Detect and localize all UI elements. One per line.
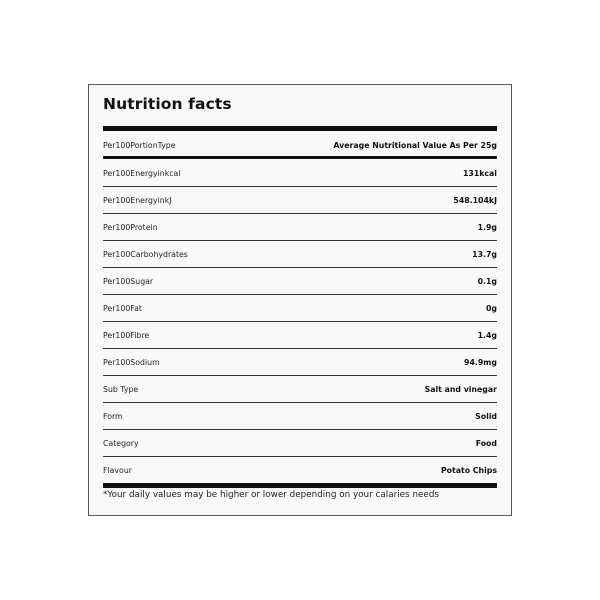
bottom-thick-rule bbox=[103, 483, 497, 488]
table-row-sodium bbox=[103, 349, 497, 376]
row-label: Category bbox=[103, 438, 139, 448]
row-value: Solid bbox=[475, 411, 497, 421]
row-value: 548.104kJ bbox=[453, 195, 497, 205]
table-row-energy-kcal bbox=[103, 160, 497, 187]
row-label: Flavour bbox=[103, 466, 132, 475]
row-label: Per100EnergyinkJ bbox=[103, 195, 172, 205]
row-label: Per100Fat bbox=[103, 303, 142, 313]
row-value: 0g bbox=[485, 303, 497, 313]
table-row-category bbox=[103, 430, 497, 457]
row-label: Per100Energyinkcal bbox=[103, 168, 181, 178]
row-value: 1.9g bbox=[477, 222, 497, 232]
row-label: Per100Sodium bbox=[103, 357, 160, 367]
table-row-form bbox=[103, 403, 497, 430]
row-label: Per100Fibre bbox=[103, 330, 150, 340]
row-value: 13.7g bbox=[472, 249, 497, 259]
daily-values-footnote: *Your daily values may be higher or lower depending on your calaries needs bbox=[103, 490, 440, 500]
row-value: Average Nutritional Value As Per 25g bbox=[333, 141, 497, 150]
row-label: Per100PortionType bbox=[103, 141, 176, 150]
row-value: 1.4g bbox=[477, 330, 497, 340]
table-row-sugar bbox=[103, 268, 497, 295]
table-row-carbohydrates bbox=[103, 241, 497, 268]
row-value: Potato Chips bbox=[440, 466, 497, 475]
row-label: Per100Protein bbox=[103, 222, 158, 232]
row-value: Food bbox=[475, 438, 497, 448]
row-value: 0.1g bbox=[477, 276, 497, 286]
table-row-protein bbox=[103, 214, 497, 241]
table-row-sub-type bbox=[103, 376, 497, 403]
table-row-fibre bbox=[103, 322, 497, 349]
row-label: Per100Sugar bbox=[103, 276, 154, 286]
row-label: Per100Carbohydrates bbox=[103, 249, 188, 259]
row-label: Sub Type bbox=[103, 384, 139, 394]
nutrition-facts-title: Nutrition facts bbox=[103, 95, 232, 113]
table-row-portion-type bbox=[103, 132, 497, 159]
table-row-fat bbox=[103, 295, 497, 322]
row-value: Salt and vinegar bbox=[424, 384, 497, 394]
table-row-flavour bbox=[103, 457, 497, 484]
header-divider-rule bbox=[103, 156, 497, 159]
row-value: 131kcal bbox=[462, 168, 497, 178]
top-thick-rule bbox=[103, 126, 497, 131]
nutrition-facts-panel bbox=[88, 84, 512, 516]
row-label: Form bbox=[103, 411, 123, 421]
table-row-energy-kj bbox=[103, 187, 497, 214]
row-value: 94.9mg bbox=[464, 357, 497, 367]
